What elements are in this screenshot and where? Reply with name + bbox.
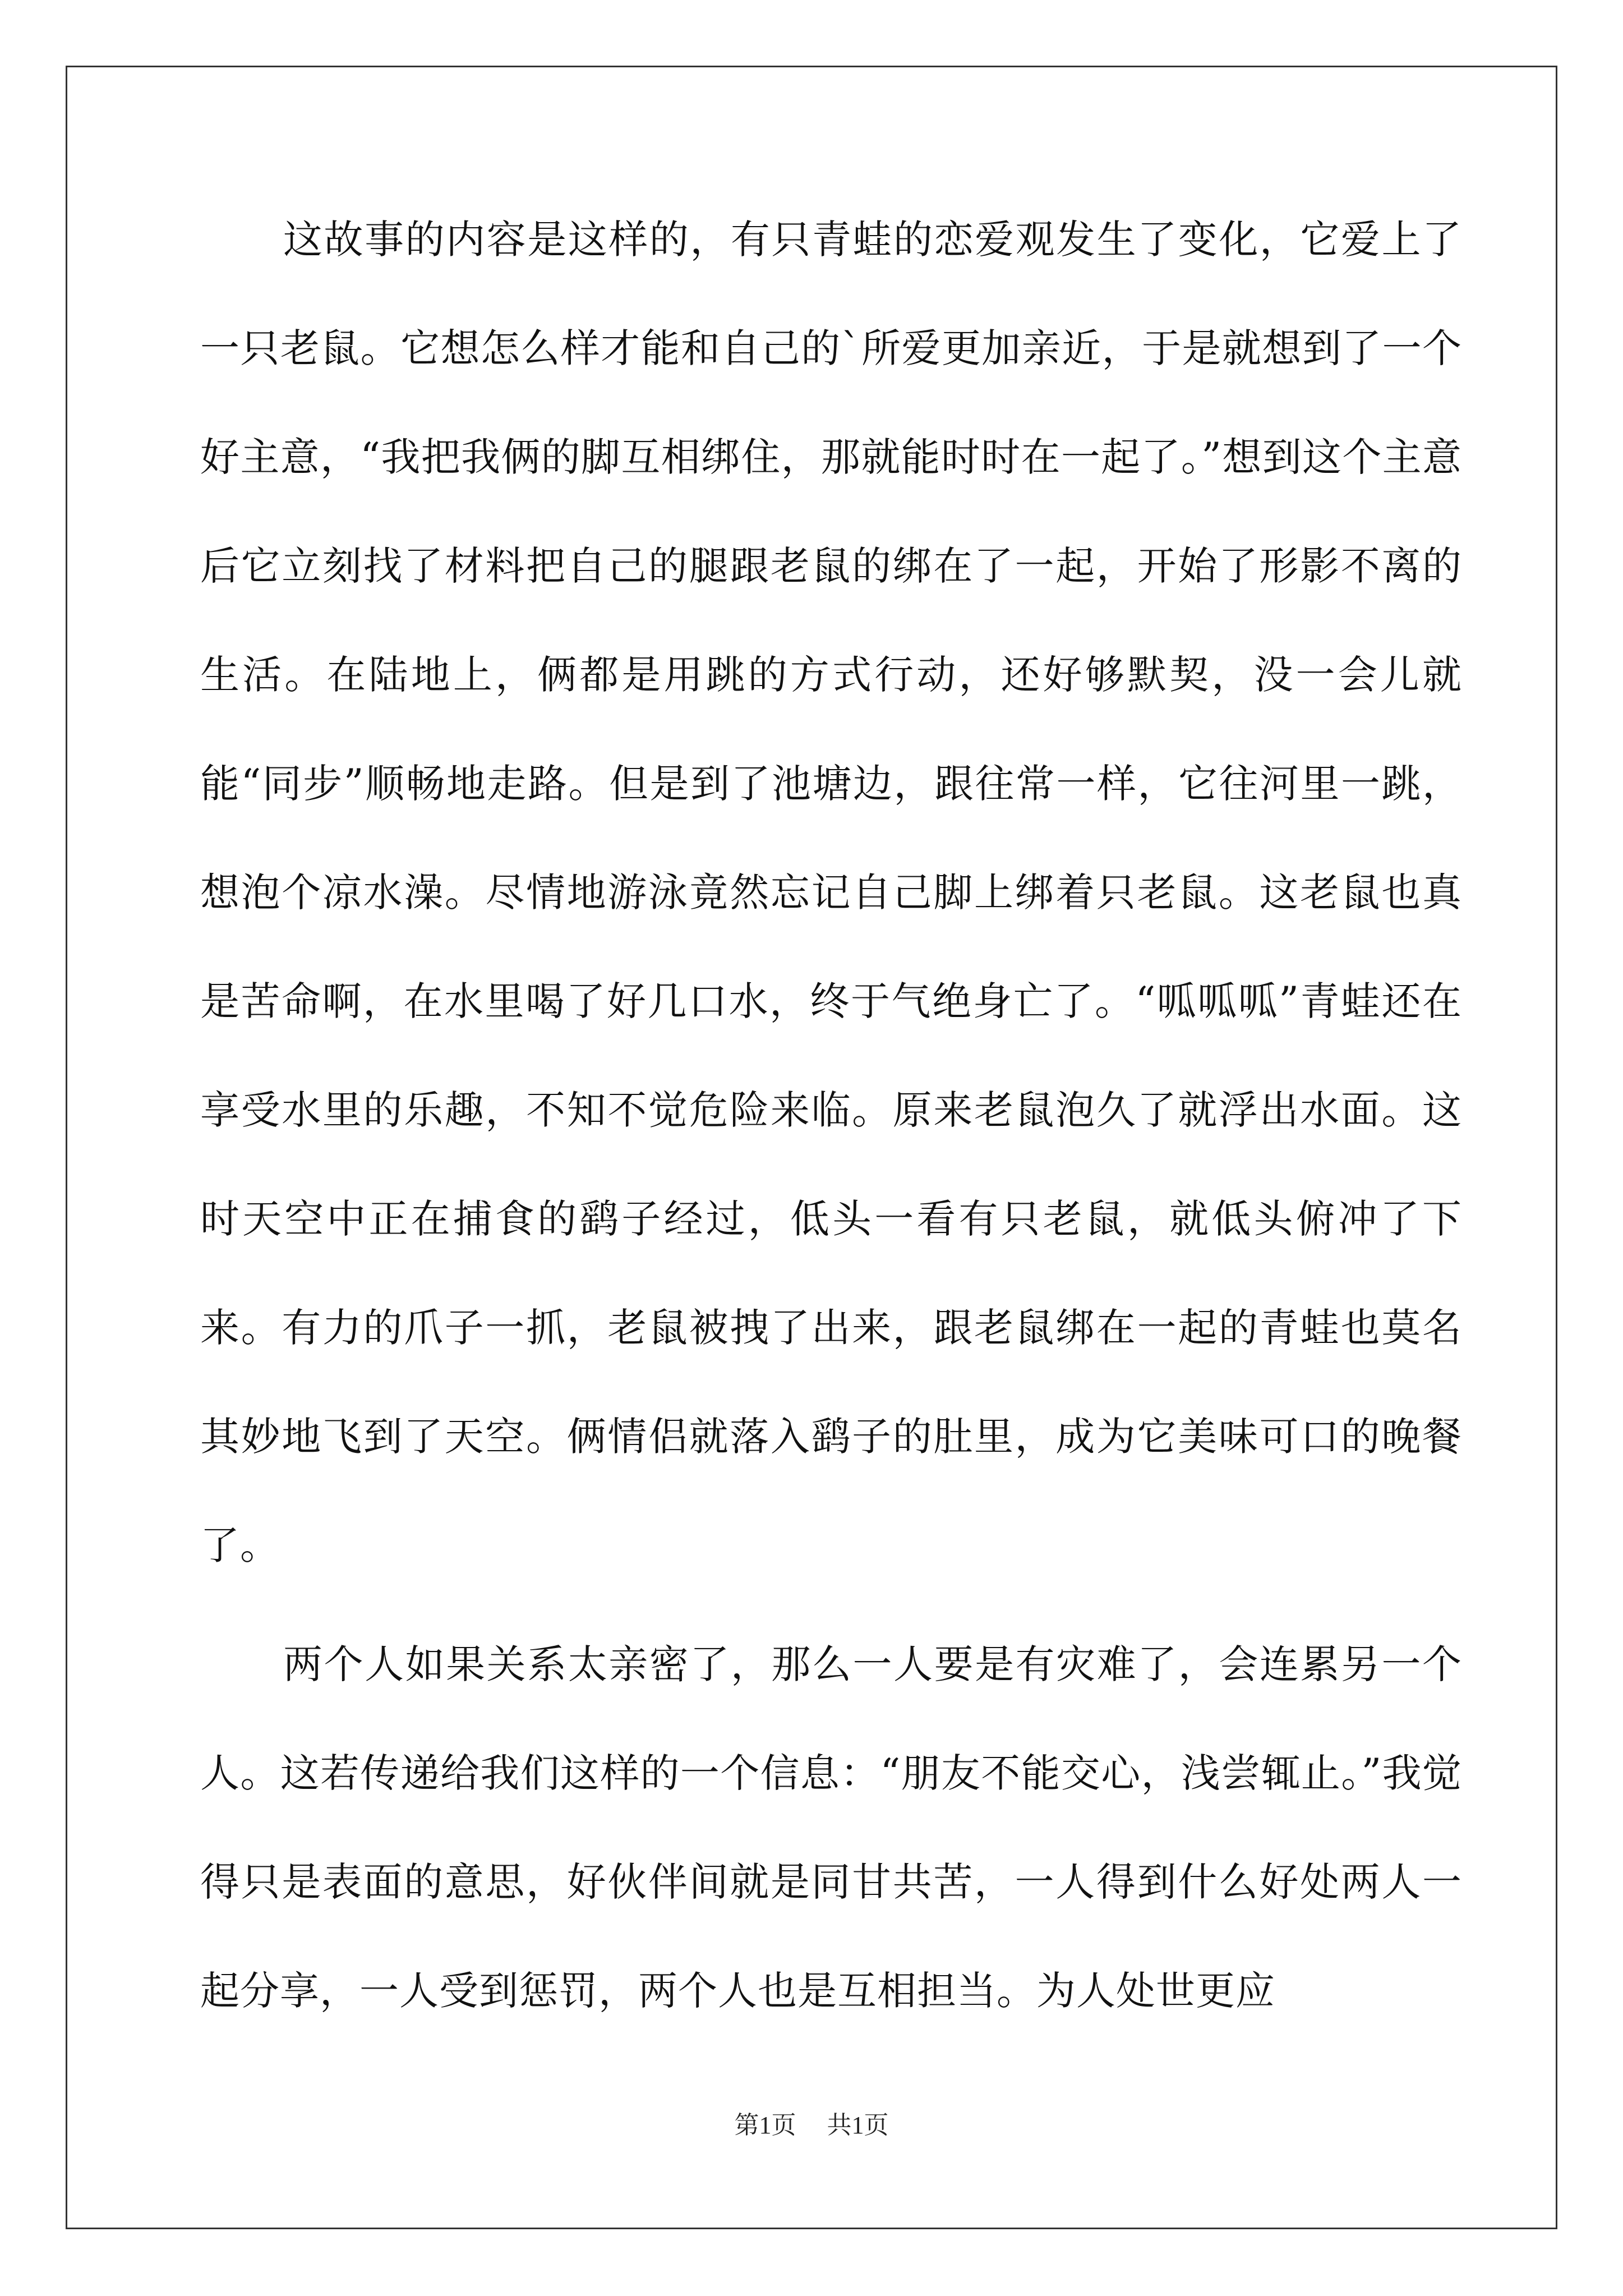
page-total: 共1页 <box>827 2111 889 2139</box>
paragraph-reflection: 两个人如果关系太亲密了，那么一人要是有灾难了，会连累另一个人。这若传递给我们这样的一个信息：“朋友不能交心，浅尝辄止。”我觉得只是表面的意思，好伙伴间就是同甘共苦，一人得到什么好处两人一起分享，一人受到惩罚，两个人也是互相担当。为人处世更应 <box>200 1641 1462 2014</box>
document-body <box>200 185 1462 2045</box>
paragraph-story: 这故事的内容是这样的，有只青蛙的恋爱观发生了变化，它爱上了一只老鼠。它想怎么样才能和自己的`所爱更加亲近，于是就想到了一个好主意，“我把我俩的脚互相绑住，那就能时时在一起了。”想到这个主意后它立刻找了材料把自己的腿跟老鼠的绑在了一起，开始了形影不离的生活。在陆地上，俩都是用跳的方式行动，还好够默契，没一会儿就能“同步”顺畅地走路。但是到了池塘边，跟往常一样，它往河里一跳，想泡个凉水澡。尽情地游泳竟然忘记自己脚上绑着只老鼠。这老鼠也真是苦命啊，在水里喝了好几口水，终于气绝身亡了。“呱呱呱”青蛙还在享受水里的乐趣，不知不觉危险来临。原来老鼠泡久了就浮出水面。这时天空中正在捕食的鹞子经过，低头一看有只老鼠，就低头俯冲了下来。有力的爪子一抓，老鼠被拽了出来，跟老鼠绑在一起的青蛙也莫名其妙地飞到了天空。俩情侣就落入鹞子的肚里，成为它美味可口的晚餐了。 <box>200 217 1462 1568</box>
page-footer <box>0 2105 1623 2141</box>
page-number: 第1页 <box>734 2111 796 2139</box>
